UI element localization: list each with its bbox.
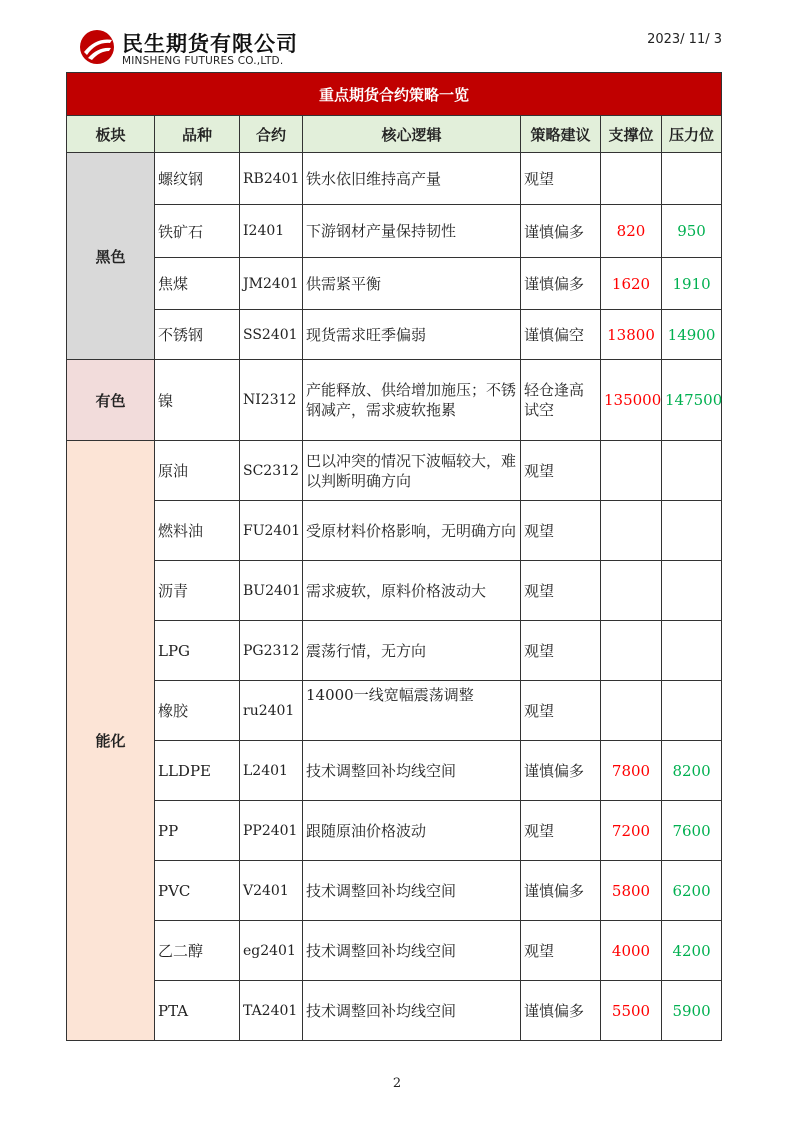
logic-cell: 跟随原油价格波动: [303, 801, 521, 861]
col-header-strategy: 策略建议: [521, 116, 601, 153]
strategy-cell: 观望: [521, 441, 601, 501]
strategy-cell: 观望: [521, 153, 601, 205]
sector-nonferrous: 有色: [67, 360, 155, 441]
table-row: [67, 501, 722, 561]
strategy-cell: 观望: [521, 621, 601, 681]
variety-cell: PTA: [155, 981, 240, 1041]
strategy-cell: 观望: [521, 561, 601, 621]
table-row: [67, 921, 722, 981]
resistance-cell: 147500: [662, 360, 722, 441]
variety-cell: 橡胶: [155, 681, 240, 741]
table-row: [67, 981, 722, 1041]
table-row: [67, 360, 722, 441]
support-cell: 820: [601, 205, 662, 258]
report-date: 2023/ 11/ 3: [647, 32, 722, 47]
company-logo-icon: [78, 28, 116, 66]
table-row: [67, 861, 722, 921]
col-header-resistance: 压力位: [662, 116, 722, 153]
company-name-cn: 民生期货有限公司: [122, 32, 298, 56]
support-cell: [601, 501, 662, 561]
strategy-cell: 观望: [521, 681, 601, 741]
contract-cell: JM2401: [240, 258, 303, 310]
sector-energy: 能化: [67, 441, 155, 1041]
support-cell: 135000: [601, 360, 662, 441]
contract-cell: ru2401: [240, 681, 303, 741]
logic-cell: 下游钢材产量保持韧性: [303, 205, 521, 258]
support-cell: [601, 153, 662, 205]
strategy-cell: 谨慎偏多: [521, 205, 601, 258]
variety-cell: 原油: [155, 441, 240, 501]
support-cell: [601, 441, 662, 501]
variety-cell: PP: [155, 801, 240, 861]
contract-cell: PG2312: [240, 621, 303, 681]
col-header-support: 支撑位: [601, 116, 662, 153]
resistance-cell: 8200: [662, 741, 722, 801]
variety-cell: 乙二醇: [155, 921, 240, 981]
strategy-cell: 观望: [521, 801, 601, 861]
table-row: [67, 310, 722, 360]
strategy-cell: 谨慎偏空: [521, 310, 601, 360]
variety-cell: PVC: [155, 861, 240, 921]
variety-cell: 沥青: [155, 561, 240, 621]
sector-black: 黑色: [67, 153, 155, 360]
contract-cell: SS2401: [240, 310, 303, 360]
strategy-cell: 谨慎偏多: [521, 741, 601, 801]
support-cell: 5800: [601, 861, 662, 921]
table-header-row: [67, 116, 722, 153]
logic-cell: 14000一线宽幅震荡调整: [303, 681, 521, 741]
support-cell: 4000: [601, 921, 662, 981]
strategy-cell: 谨慎偏多: [521, 981, 601, 1041]
table-row: [67, 801, 722, 861]
contract-cell: L2401: [240, 741, 303, 801]
table-row: [67, 153, 722, 205]
logic-cell: 技术调整回补均线空间: [303, 981, 521, 1041]
support-cell: 1620: [601, 258, 662, 310]
resistance-cell: 4200: [662, 921, 722, 981]
variety-cell: 螺纹钢: [155, 153, 240, 205]
resistance-cell: 6200: [662, 861, 722, 921]
contract-cell: I2401: [240, 205, 303, 258]
resistance-cell: [662, 681, 722, 741]
support-cell: 5500: [601, 981, 662, 1041]
resistance-cell: 5900: [662, 981, 722, 1041]
strategy-table: [66, 72, 722, 1041]
variety-cell: 不锈钢: [155, 310, 240, 360]
logic-cell: 技术调整回补均线空间: [303, 921, 521, 981]
support-cell: [601, 621, 662, 681]
col-header-variety: 品种: [155, 116, 240, 153]
table-row: [67, 741, 722, 801]
table-row: [67, 441, 722, 501]
resistance-cell: 1910: [662, 258, 722, 310]
contract-cell: TA2401: [240, 981, 303, 1041]
support-cell: 7800: [601, 741, 662, 801]
support-cell: [601, 681, 662, 741]
logic-cell: 铁水依旧维持高产量: [303, 153, 521, 205]
variety-cell: 镍: [155, 360, 240, 441]
contract-cell: NI2312: [240, 360, 303, 441]
variety-cell: LLDPE: [155, 741, 240, 801]
logic-cell: 供需紧平衡: [303, 258, 521, 310]
table-title: 重点期货合约策略一览: [67, 73, 722, 116]
contract-cell: BU2401: [240, 561, 303, 621]
resistance-cell: [662, 621, 722, 681]
company-name-en: MINSHENG FUTURES CO.,LTD.: [122, 55, 284, 67]
support-cell: 7200: [601, 801, 662, 861]
strategy-cell: 轻仓逢高试空: [521, 360, 601, 441]
logic-cell: 巴以冲突的情况下波幅较大，难以判断明确方向: [303, 441, 521, 501]
contract-cell: FU2401: [240, 501, 303, 561]
strategy-cell: 观望: [521, 921, 601, 981]
support-cell: [601, 561, 662, 621]
variety-cell: 焦煤: [155, 258, 240, 310]
col-header-logic: 核心逻辑: [303, 116, 521, 153]
resistance-cell: [662, 501, 722, 561]
variety-cell: LPG: [155, 621, 240, 681]
contract-cell: V2401: [240, 861, 303, 921]
contract-cell: SC2312: [240, 441, 303, 501]
col-header-sector: 板块: [67, 116, 155, 153]
resistance-cell: [662, 153, 722, 205]
page-header: [78, 26, 728, 70]
logic-cell: 需求疲软，原料价格波动大: [303, 561, 521, 621]
resistance-cell: 7600: [662, 801, 722, 861]
logic-cell: 震荡行情，无方向: [303, 621, 521, 681]
logic-cell: 产能释放、供给增加施压；不锈钢减产，需求疲软拖累: [303, 360, 521, 441]
table-row: [67, 621, 722, 681]
resistance-cell: [662, 441, 722, 501]
table-row: [67, 561, 722, 621]
support-cell: 13800: [601, 310, 662, 360]
page-number: 2: [392, 1076, 402, 1091]
logic-cell: 技术调整回补均线空间: [303, 741, 521, 801]
contract-cell: eg2401: [240, 921, 303, 981]
variety-cell: 燃料油: [155, 501, 240, 561]
logic-cell: 技术调整回补均线空间: [303, 861, 521, 921]
contract-cell: RB2401: [240, 153, 303, 205]
logic-cell: 受原材料价格影响，无明确方向: [303, 501, 521, 561]
contract-cell: PP2401: [240, 801, 303, 861]
variety-cell: 铁矿石: [155, 205, 240, 258]
resistance-cell: [662, 561, 722, 621]
strategy-cell: 谨慎偏多: [521, 861, 601, 921]
table-row: [67, 205, 722, 258]
strategy-cell: 观望: [521, 501, 601, 561]
logic-cell: 现货需求旺季偏弱: [303, 310, 521, 360]
table-title-row: [67, 73, 722, 116]
col-header-contract: 合约: [240, 116, 303, 153]
resistance-cell: 950: [662, 205, 722, 258]
resistance-cell: 14900: [662, 310, 722, 360]
strategy-cell: 谨慎偏多: [521, 258, 601, 310]
table-row: [67, 258, 722, 310]
table-row: [67, 681, 722, 741]
